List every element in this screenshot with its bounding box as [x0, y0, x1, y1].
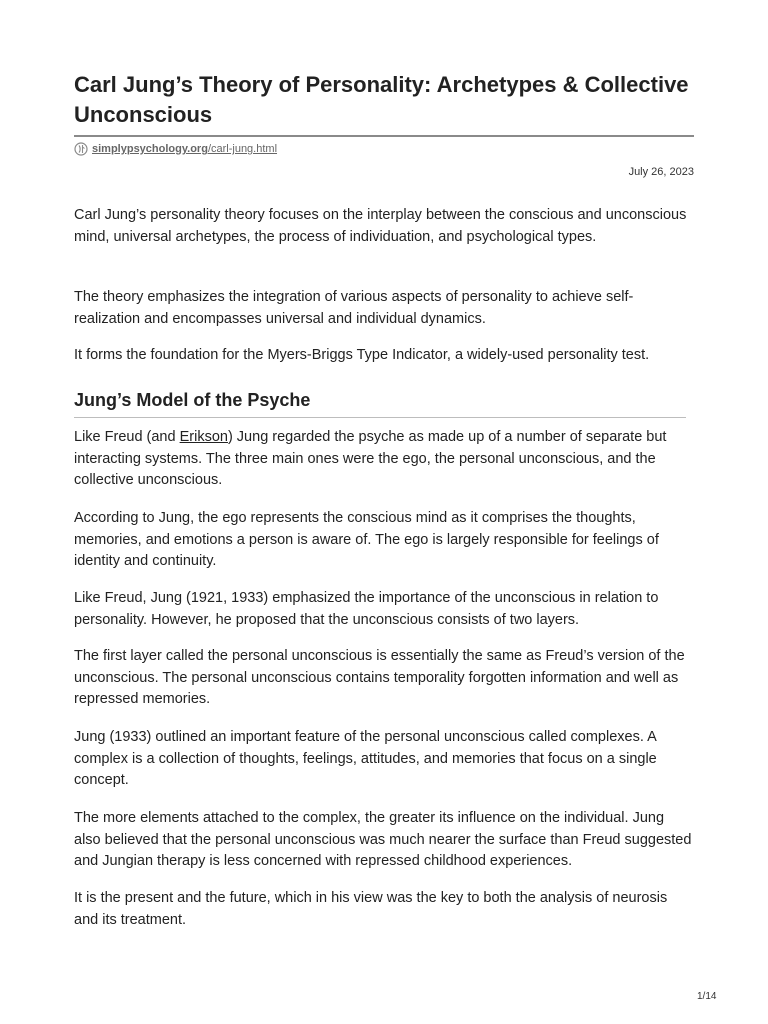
article-title: Carl Jung’s Theory of Personality: Archetypes & Collective Unconscious — [74, 72, 689, 127]
source-link[interactable] — [92, 143, 277, 155]
source-line — [74, 141, 277, 157]
section-heading: Jung’s Model of the Psyche — [74, 390, 311, 410]
p1-text-before: Like Freud (and — [74, 429, 180, 445]
section-paragraph-6: The more elements attached to the complex, the greater its influence on the individual. Jung also believed that the personal unconscious was much nearer the surface than Freud suggested and Jungian therapy is less concerned with repressed childhood experiences. — [74, 810, 692, 869]
link-globe-icon — [74, 142, 88, 156]
section-paragraph-4: The first layer called the personal unconscious is essentially the same as Freud’s version of the unconscious. The personal unconscious contains temporality forgotten information and well as repressed memories. — [74, 648, 685, 707]
section-paragraph-1 — [74, 427, 694, 492]
page-number: 1/14 — [697, 991, 717, 1002]
section-paragraph-3: Like Freud, Jung (1921, 1933) emphasized the importance of the unconscious in relation to personality. However, he proposed that the unconscious consists of two layers. — [74, 590, 659, 628]
erikson-link[interactable]: Erikson — [179, 429, 228, 445]
section-divider — [74, 417, 686, 418]
p1-text-after: ) Jung regarded the psyche as made up of a number of separate but interacting systems. The three main ones were the ego, the personal unconscious, and the collective unconscious. — [74, 429, 667, 488]
source-domain: simplypsychology.org — [92, 143, 208, 155]
title-divider — [74, 135, 694, 137]
source-path: /carl-jung.html — [207, 143, 278, 155]
intro-paragraph-1: Carl Jung’s personality theory focuses on the interplay between the conscious and unconscious mind, universal archetypes, the process of individuation, and psychological types. — [74, 207, 687, 245]
publish-date: July 26, 2023 — [628, 166, 694, 178]
intro-paragraph-3: It forms the foundation for the Myers-Briggs Type Indicator, a widely-used personality test. — [74, 347, 650, 363]
section-paragraph-2: According to Jung, the ego represents the conscious mind as it comprises the thoughts, memories, and emotions a person is aware of. The ego is largely responsible for feelings of identity and continuity. — [74, 510, 659, 569]
intro-paragraph-2: The theory emphasizes the integration of various aspects of personality to achieve self-realization and encompasses universal and individual dynamics. — [74, 289, 634, 327]
section-paragraph-5: Jung (1933) outlined an important feature of the personal unconscious called complexes. A complex is a collection of thoughts, feelings, attitudes, and memories that focus on a single concept. — [74, 729, 657, 788]
section-paragraph-7: It is the present and the future, which in his view was the key to both the analysis of neurosis and its treatment. — [74, 890, 668, 928]
